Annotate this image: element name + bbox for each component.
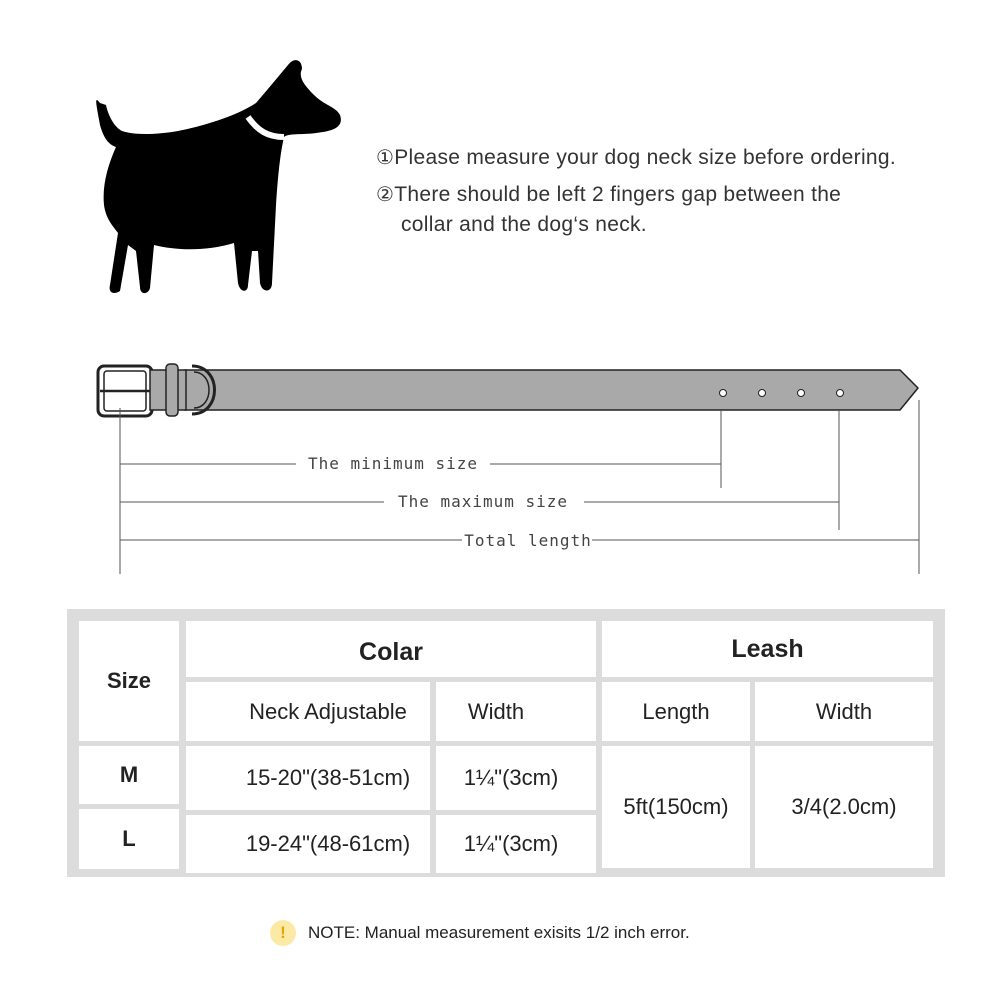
instruction-2-continuation: collar and the dog‘s neck. [401,213,647,236]
leash-length-header: Length [602,682,750,741]
instruction-2 [376,179,976,210]
min-size-label: The minimum size [307,454,479,473]
l-width-value: 1¼"(3cm) [436,815,596,873]
collar-diagram [0,340,1000,590]
instructions-block [376,142,976,240]
circled-number-2: ② [376,182,395,206]
collar-width-header: Width [436,682,596,741]
leash-width-value: 3/4(2.0cm) [755,746,933,868]
collar-strap [185,370,918,410]
circled-number-1: ① [376,145,395,169]
instruction-1 [376,142,976,173]
size-l-label: L [79,809,179,869]
leash-length-value: 5ft(150cm) [602,746,750,868]
size-table [67,609,945,877]
instruction-2-text: There should be left 2 fingers gap between the [394,183,842,206]
collar-header: Colar [186,621,596,677]
note [270,918,690,948]
size-header: Size [79,621,179,741]
leash-header: Leash [602,621,933,677]
size-m-label: M [79,746,179,804]
collar-hole [720,390,727,397]
collar-hole [837,390,844,397]
l-neck-value: 19-24"(48-61cm) [186,815,430,873]
keeper-loop [166,364,178,416]
neck-adjustable-header: Neck Adjustable [186,682,430,741]
m-width-value: 1¼"(3cm) [436,746,596,810]
instruction-1-text: Please measure your dog neck size before ordering. [394,146,897,169]
collar-hole [759,390,766,397]
dog-silhouette-icon [88,55,348,300]
note-text: NOTE: Manual measurement exisits 1/2 inch error. [308,923,690,942]
warning-icon: ! [270,920,296,946]
m-neck-value: 15-20"(38-51cm) [186,746,430,810]
leash-width-header: Width [755,682,933,741]
max-size-label: The maximum size [397,492,569,511]
collar-hole [798,390,805,397]
total-length-label: Total length [464,531,592,550]
